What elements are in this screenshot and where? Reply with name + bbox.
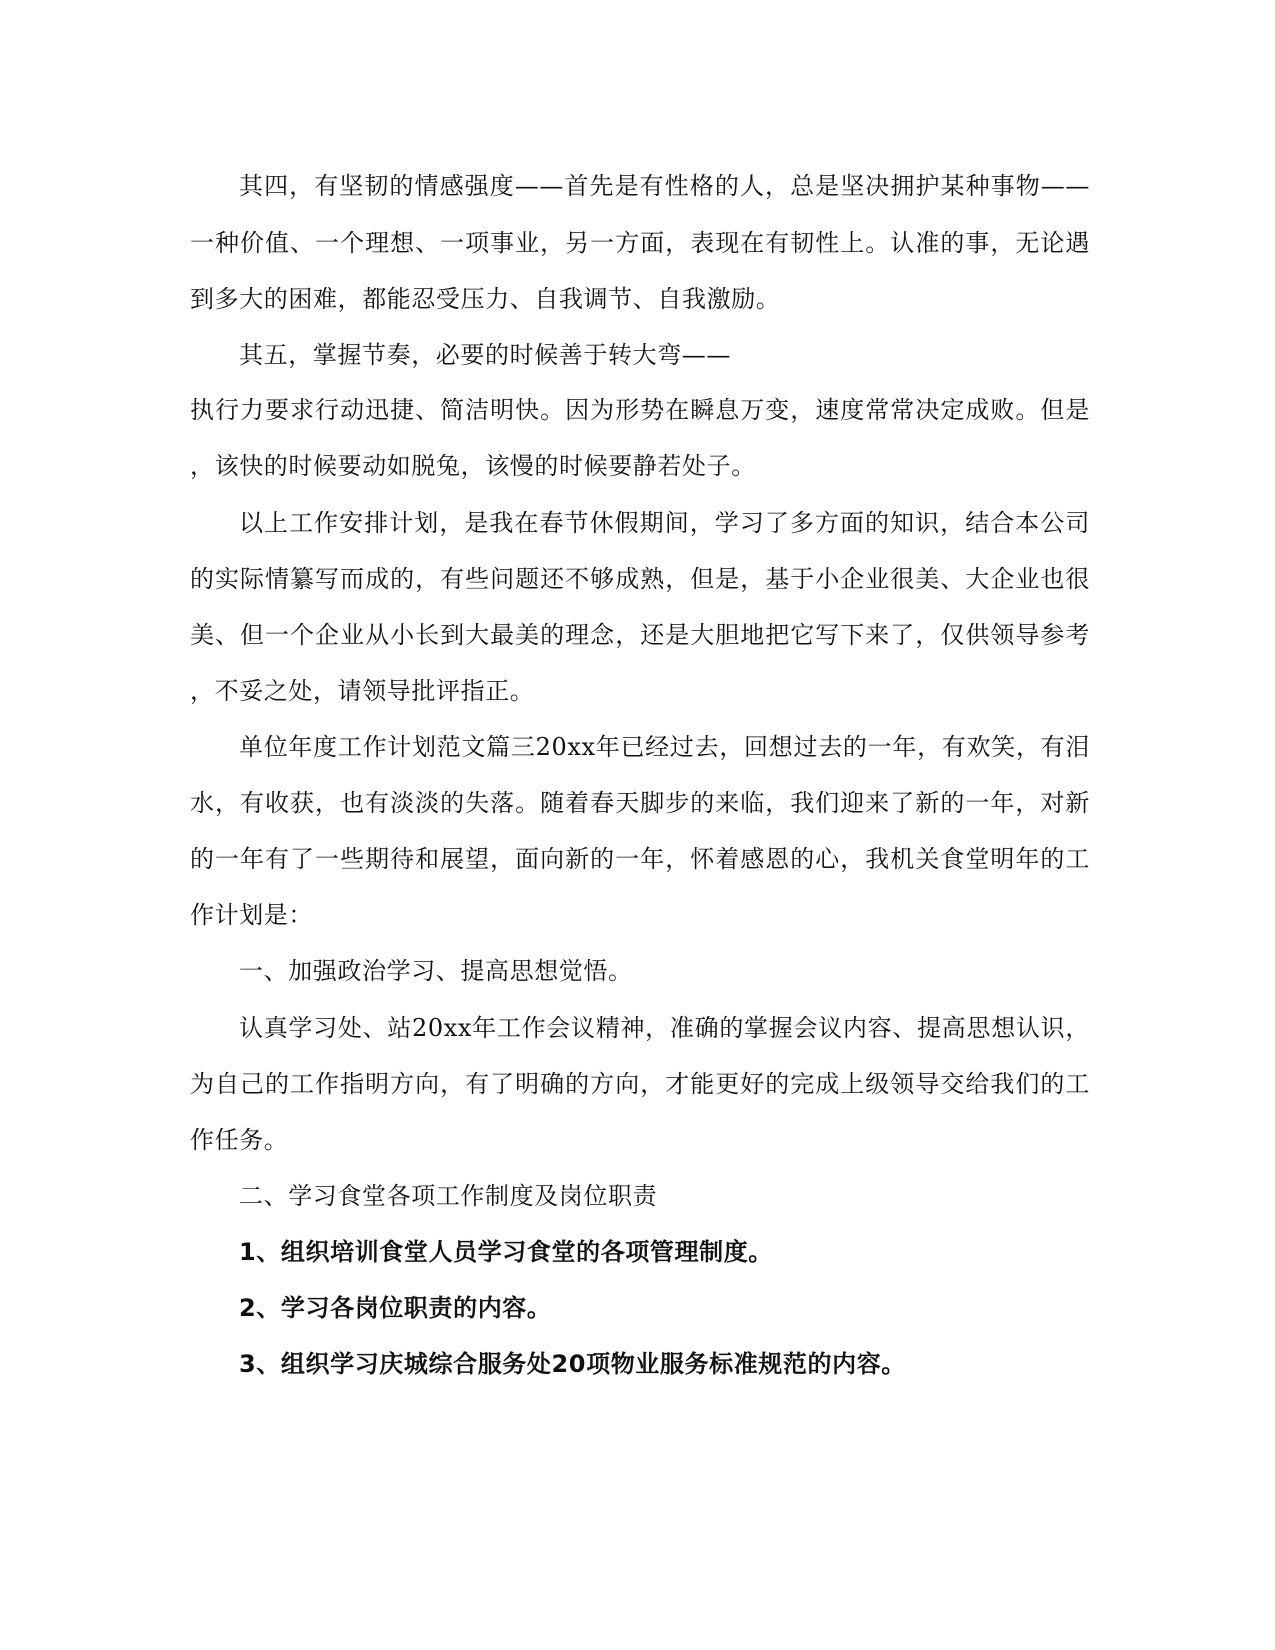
paragraph-line: 作计划是：: [190, 901, 313, 929]
section-heading: 二、学习食堂各项工作制度及岗位职责: [239, 1182, 658, 1210]
paragraph-line: 为自己的工作指明方向，有了明确的方向，才能更好的完成上级领导交给我们的工: [190, 1070, 1090, 1098]
list-item: 2、学习各岗位职责的内容。: [239, 1294, 552, 1322]
paragraph-line: 的实际情纂写而成的，有些问题还不够成熟，但是，基于小企业很美、大企业也很: [190, 565, 1090, 593]
list-item: 3、组织学习庆城综合服务处20项物业服务标准规范的内容。: [239, 1350, 906, 1378]
paragraph-line: 水，有收获，也有淡淡的失落。随着春天脚步的来临，我们迎来了新的一年，对新: [190, 789, 1090, 817]
paragraph-line: ，不妥之处，请领导批评指正。: [190, 677, 535, 705]
paragraph-line: 美、但一个企业从小长到大最美的理念，还是大胆地把它写下来了，仅供领导参考: [190, 621, 1090, 649]
paragraph-line: 以上工作安排计划，是我在春节休假期间，学习了多方面的知识，结合本公司: [239, 509, 1090, 537]
paragraph-line: 到多大的困难，都能忍受压力、自我调节、自我激励。: [190, 285, 781, 313]
list-item: 1、组织培训食堂人员学习食堂的各项管理制度。: [239, 1238, 773, 1266]
paragraph-line: 单位年度工作计划范文篇三20xx年已经过去，回想过去的一年，有欢笑，有泪: [239, 733, 1090, 761]
paragraph-line: 作任务。: [190, 1126, 289, 1154]
paragraph-line: 认真学习处、站20xx年工作会议精神，准确的掌握会议内容、提高思想认识，: [239, 1014, 1090, 1042]
paragraph-line: 执行力要求行动迅捷、简洁明快。因为形势在瞬息万变，速度常常决定成败。但是: [190, 396, 1090, 424]
paragraph-line: 其五，掌握节奏，必要的时候善于转大弯——: [239, 341, 731, 369]
paragraph-line: ，该快的时候要动如脱兔，该慢的时候要静若处子。: [190, 452, 756, 480]
section-heading: 一、加强政治学习、提高思想觉悟。: [239, 957, 633, 985]
paragraph-line: 其四，有坚韧的情感强度——首先是有性格的人，总是坚决拥护某种事物——: [239, 172, 1090, 200]
paragraph-line: 的一年有了一些期待和展望，面向新的一年，怀着感恩的心，我机关食堂明年的工: [190, 845, 1090, 873]
paragraph-line: 一种价值、一个理想、一项事业，另一方面，表现在有韧性上。认准的事，无论遇: [190, 229, 1090, 257]
